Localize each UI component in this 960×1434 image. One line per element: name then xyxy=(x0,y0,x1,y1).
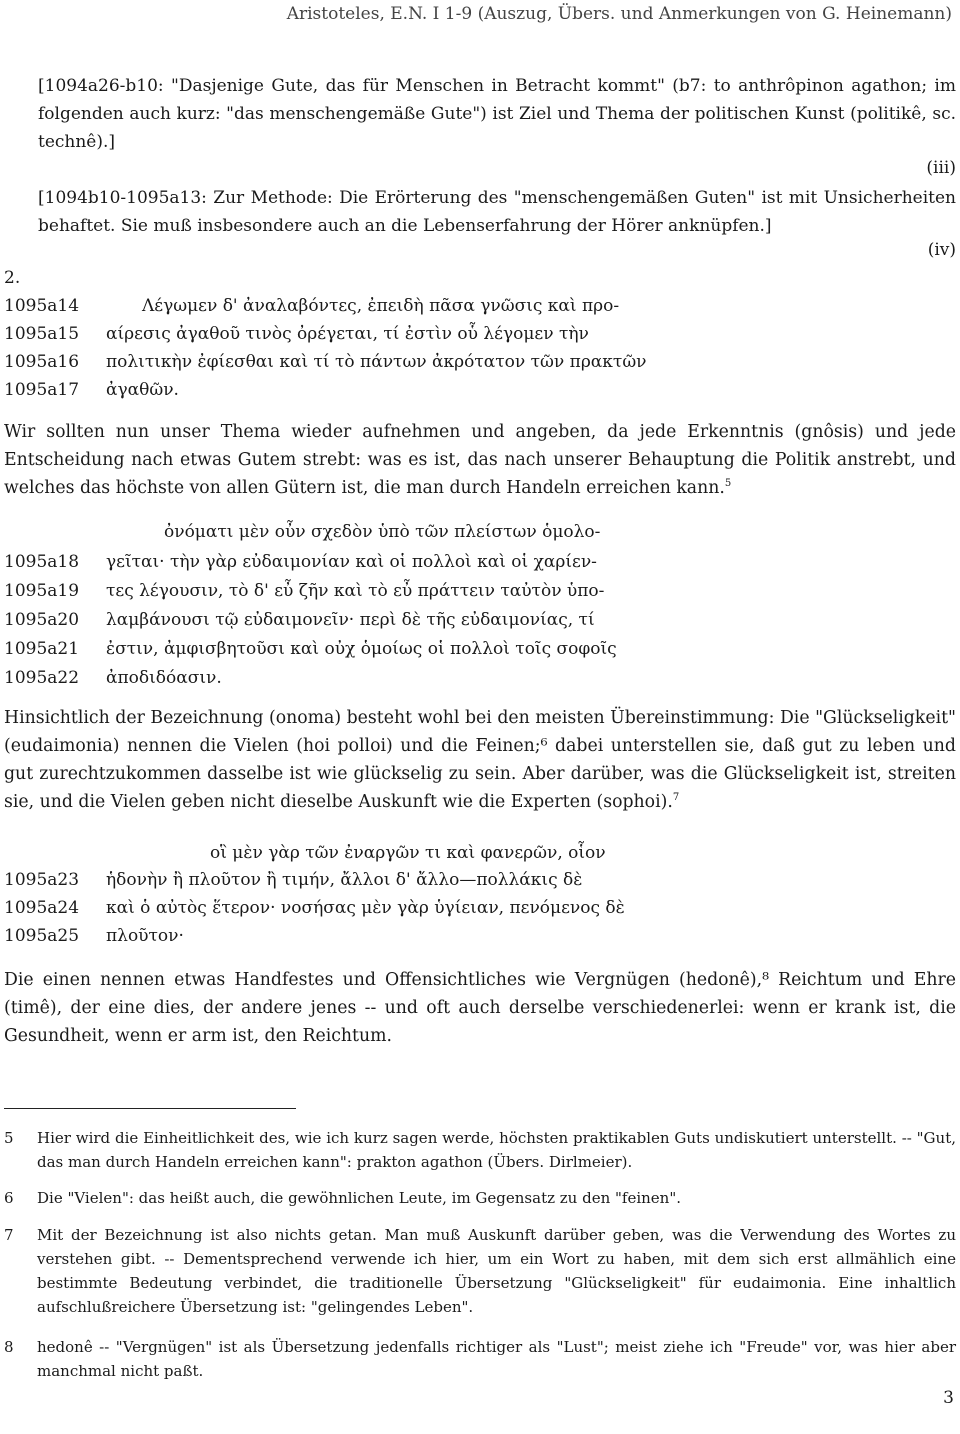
page-number: 3 xyxy=(943,1388,954,1408)
translation-text: Wir sollten nun unser Thema wieder aufnehmen und angeben, da jede Erkenntnis (gnôsis) und jede Entscheidung nach etwas Gutem strebt: was es ist, das nach unserer Behauptung die Politik anstrebt, und welches das höchste von allen Gütern ist, die man durch Handeln erreichen kann. xyxy=(4,422,956,498)
footnote-number: 7 xyxy=(4,1226,14,1244)
summary-2: [1094b10-1095a13: Zur Methode: Die Erörterung des "menschengemäßen Guten" ist mit Unsicherheiten behaftet. Sie muß insbesondere auch an die Lebenserfahrung der Hörer anknüpfen.] xyxy=(38,188,956,236)
greek-line: ἡδονὴν ἢ πλοῦτον ἢ τιμήν, ἄλλοι δ' ἄλλο—πολλάκις δὲ xyxy=(106,870,583,890)
line-ref: 1095a14 xyxy=(4,296,80,316)
line-ref: 1095a20 xyxy=(4,610,80,630)
greek-line: γεῖται· τὴν γὰρ εὐδαιμονίαν καὶ οἱ πολλοὶ καὶ οἱ χαρίεν- xyxy=(106,552,597,572)
line-ref: 1095a16 xyxy=(4,352,80,372)
line-ref: 1095a22 xyxy=(4,668,80,688)
footnote-number: 8 xyxy=(4,1338,14,1356)
translation-text: Hinsichtlich der Bezeichnung (onoma) besteht wohl bei den meisten Übereinstimmung: Die "Glückseligkeit" (eudaimonia) nennen die Vielen (hoi polloi) und die Feinen;⁶ dabei unterstellen sie, daß gut zu leben und gut zurechtzukommen dasselbe ist wie glückselig zu sein. Aber darüber, was die Glückseligkeit ist, streiten sie, und die Vielen geben nicht dieselbe Auskunft wie die Experten (sophoi). xyxy=(4,708,956,812)
line-ref: 1095a19 xyxy=(4,581,80,601)
translation-3 xyxy=(4,966,956,1050)
section-number: 2. xyxy=(4,268,21,288)
footnote-rule xyxy=(4,1108,296,1109)
line-ref: 1095a21 xyxy=(4,639,80,659)
greek-line: πολιτικὴν ἐφίεσθαι καὶ τί τὸ πάντων ἀκρότατον τῶν πρακτῶν xyxy=(106,352,647,372)
footnote-text: hedonê -- "Vergnügen" ist als Übersetzung jedenfalls richtiger als "Lust"; meist ziehe ich "Freude" vor, was hier aber manchmal nicht paßt. xyxy=(37,1338,956,1380)
footnote-8 xyxy=(4,1335,956,1383)
line-ref: 1095a18 xyxy=(4,552,80,572)
greek-line: πλοῦτον· xyxy=(106,926,184,946)
footnote-6 xyxy=(4,1186,956,1210)
line-ref: 1095a25 xyxy=(4,926,80,946)
line-ref: 1095a15 xyxy=(4,324,80,344)
greek-line: αίρεσις ἀγαθοῦ τινὸς ὀρέγεται, τί ἐστὶν οὗ λέγομεν τὴν xyxy=(106,324,589,344)
translation-text: Die einen nennen etwas Handfestes und Offensichtliches wie Vergnügen (hedonê),⁸ Reichtum und Ehre (timê), der eine dies, der andere jenes -- und oft auch derselbe verschiedenerlei: wenn er krank ist, die Gesundheit, wenn er arm ist, den Reichtum. xyxy=(4,970,956,1046)
running-head: Aristoteles, E.N. I 1-9 (Auszug, Übers. und Anmerkungen von G. Heinemann) xyxy=(286,4,952,24)
greek-line: ὀνόματι μὲν οὖν σχεδὸν ὑπὸ τῶν πλείστων ὁμολο- xyxy=(164,522,601,542)
footnote-7 xyxy=(4,1223,956,1319)
summary-1-marker: (iii) xyxy=(926,158,956,178)
greek-line: οἳ μὲν γὰρ τῶν ἐναργῶν τι καὶ φανερῶν, οἷον xyxy=(210,843,606,863)
greek-line: τες λέγουσιν, τὸ δ' εὖ ζῆν καὶ τὸ εὖ πράττειν ταὐτὸν ὑπο- xyxy=(106,581,605,601)
footnote-text: Hier wird die Einheitlichkeit des, wie ich kurz sagen werde, höchsten praktikablen Guts undiskutiert unterstellt. -- "Gut, das man durch Handeln erreichen kann": prakton agathon (Übers. Dirlmeier). xyxy=(37,1129,956,1171)
footnote-number: 5 xyxy=(4,1129,14,1147)
line-ref: 1095a24 xyxy=(4,898,80,918)
greek-line: ἐστιν, ἀμφισβητοῦσι καὶ οὐχ ὁμοίως οἱ πολλοὶ τοῖς σοφοῖς xyxy=(106,639,617,659)
greek-line: λαμβάνουσι τῷ εὐδαιμονεῖν· περὶ δὲ τῆς εὐδαιμονίας, τί xyxy=(106,610,595,630)
footnote-text: Mit der Bezeichnung ist also nichts getan. Man muß Auskunft darüber geben, was die Verwendung des Wortes zu verstehen gibt. -- Dementsprechend verwende ich hier, um ein Wort zu haben, mit dem sich erst allmählich eine bestimmte Bedeutung verbindet, die traditionelle Übersetzung "Glückseligkeit" für eudaimonia. Eine inhaltlich aufschlußreichere Übersetzung ist: "gelingendes Leben". xyxy=(37,1226,956,1316)
line-ref: 1095a23 xyxy=(4,870,80,890)
footnote-number: 6 xyxy=(4,1189,14,1207)
line-ref: 1095a17 xyxy=(4,380,80,400)
greek-line: ἀποδιδόασιν. xyxy=(106,668,222,688)
footnote-text: Die "Vielen": das heißt auch, die gewöhnlichen Leute, im Gegensatz zu den "feinen". xyxy=(37,1189,682,1207)
greek-line: Λέγωμεν δ' ἀναλαβόντες, ἐπειδὴ πᾶσα γνῶσις καὶ προ- xyxy=(142,296,620,316)
translation-1 xyxy=(4,418,956,502)
greek-line: καὶ ὁ αὐτὸς ἕτερον· νοσήσας μὲν γὰρ ὑγίειαν, πενόμενος δὲ xyxy=(106,898,625,918)
translation-2 xyxy=(4,704,956,816)
summary-2-marker: (iv) xyxy=(927,240,956,260)
footnote-5 xyxy=(4,1126,956,1174)
footnote-ref[interactable]: 7 xyxy=(672,792,680,803)
footnote-ref[interactable]: 5 xyxy=(724,478,732,489)
summary-1: [1094a26-b10: "Dasjenige Gute, das für Menschen in Betracht kommt" (b7: to anthrôpinon agathon; im folgenden auch kurz: "das menschengemäße Gute") ist Ziel und Thema der politischen Kunst (politikê, sc. technê).] xyxy=(38,76,956,152)
greek-line: ἀγαθῶν. xyxy=(106,380,179,400)
